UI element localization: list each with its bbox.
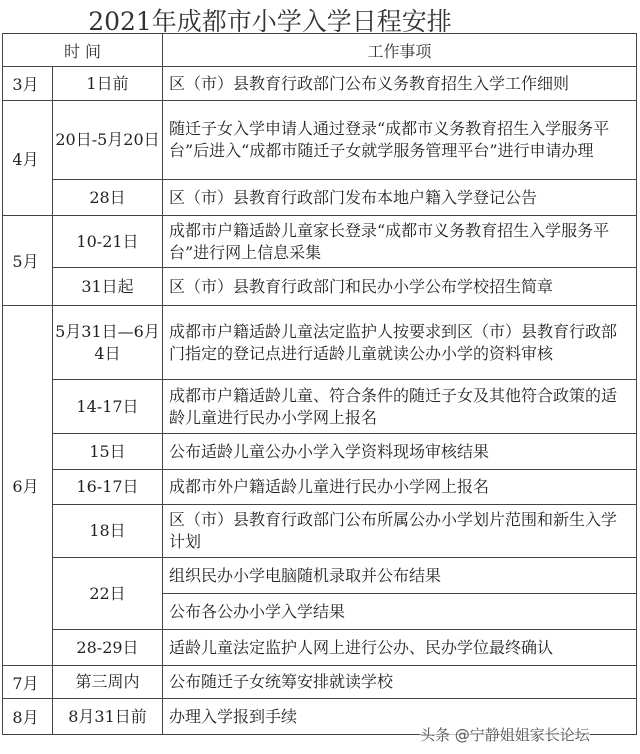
item-cell: 随迁子女入学申请人通过登录“成都市义务教育招生入学服务平台”后进入“成都市随迁子女就学服务管理平台”进行申请办理 — [163, 101, 637, 180]
month-cell: 5月 — [3, 216, 53, 306]
table-header-row — [3, 34, 637, 67]
table-row — [3, 306, 637, 380]
date-cell: 22日 — [53, 558, 163, 630]
item-cell: 公布随迁子女统筹安排就读学校 — [163, 666, 637, 699]
table-row — [3, 216, 637, 268]
date-cell: 20日-5月20日 — [53, 101, 163, 180]
month-cell: 8月 — [3, 699, 53, 735]
month-cell: 4月 — [3, 101, 53, 216]
header-time: 时 间 — [3, 34, 163, 67]
table-row — [3, 505, 637, 558]
month-cell: 3月 — [3, 67, 53, 101]
month-cell: 7月 — [3, 666, 53, 699]
date-cell: 10-21日 — [53, 216, 163, 268]
date-cell: 5月31日—6月4日 — [53, 306, 163, 380]
item-cell: 成都市户籍适龄儿童法定监护人按要求到区（市）县教育行政部门指定的登记点进行适龄儿童就读公办小学的资料审核 — [163, 306, 637, 380]
item-cell: 区（市）县教育行政部门公布所属公办小学划片范围和新生入学计划 — [163, 505, 637, 558]
page-title: 2021年成都市小学入学日程安排 — [88, 7, 452, 36]
table-row — [3, 101, 637, 180]
month-cell: 6月 — [3, 306, 53, 666]
table-row — [3, 268, 637, 306]
date-cell: 16-17日 — [53, 470, 163, 505]
item-cell: 区（市）县教育行政部门发布本地户籍入学登记公告 — [163, 180, 637, 216]
schedule-table — [2, 33, 637, 735]
date-cell: 8月31日前 — [53, 699, 163, 735]
item-cell: 办理入学报到手续 — [163, 699, 637, 735]
item-cell: 公布各公办小学入学结果 — [163, 594, 637, 630]
table-row — [3, 666, 637, 699]
item-cell: 区（市）县教育行政部门公布义务教育招生入学工作细则 — [163, 67, 637, 101]
table-row — [3, 180, 637, 216]
date-cell: 第三周内 — [53, 666, 163, 699]
item-cell: 成都市户籍适龄儿童家长登录“成都市义务教育招生入学服务平台”进行网上信息采集 — [163, 216, 637, 268]
date-cell: 1日前 — [53, 67, 163, 101]
header-items: 工作事项 — [163, 34, 637, 67]
date-cell: 28日 — [53, 180, 163, 216]
item-cell: 成都市户籍适龄儿童、符合条件的随迁子女及其他符合政策的适龄儿童进行民办小学网上报名 — [163, 380, 637, 434]
item-cell: 公布适龄儿童公办小学入学资料现场审核结果 — [163, 434, 637, 470]
date-cell: 14-17日 — [53, 380, 163, 434]
table-row — [3, 434, 637, 470]
table-row — [3, 470, 637, 505]
date-cell: 15日 — [53, 434, 163, 470]
item-cell: 适龄儿童法定监护人网上进行公办、民办学位最终确认 — [163, 630, 637, 666]
table-row — [3, 558, 637, 594]
table-row — [3, 67, 637, 101]
table-row — [3, 380, 637, 434]
date-cell: 18日 — [53, 505, 163, 558]
date-cell: 31日起 — [53, 268, 163, 306]
table-row — [3, 630, 637, 666]
item-cell: 区（市）县教育行政部门和民办小学公布学校招生简章 — [163, 268, 637, 306]
watermark: 头条 @宁静姐姐家长论坛 — [420, 726, 590, 744]
item-cell: 成都市外户籍适龄儿童进行民办小学网上报名 — [163, 470, 637, 505]
date-cell: 28-29日 — [53, 630, 163, 666]
item-cell: 组织民办小学电脑随机录取并公布结果 — [163, 558, 637, 594]
